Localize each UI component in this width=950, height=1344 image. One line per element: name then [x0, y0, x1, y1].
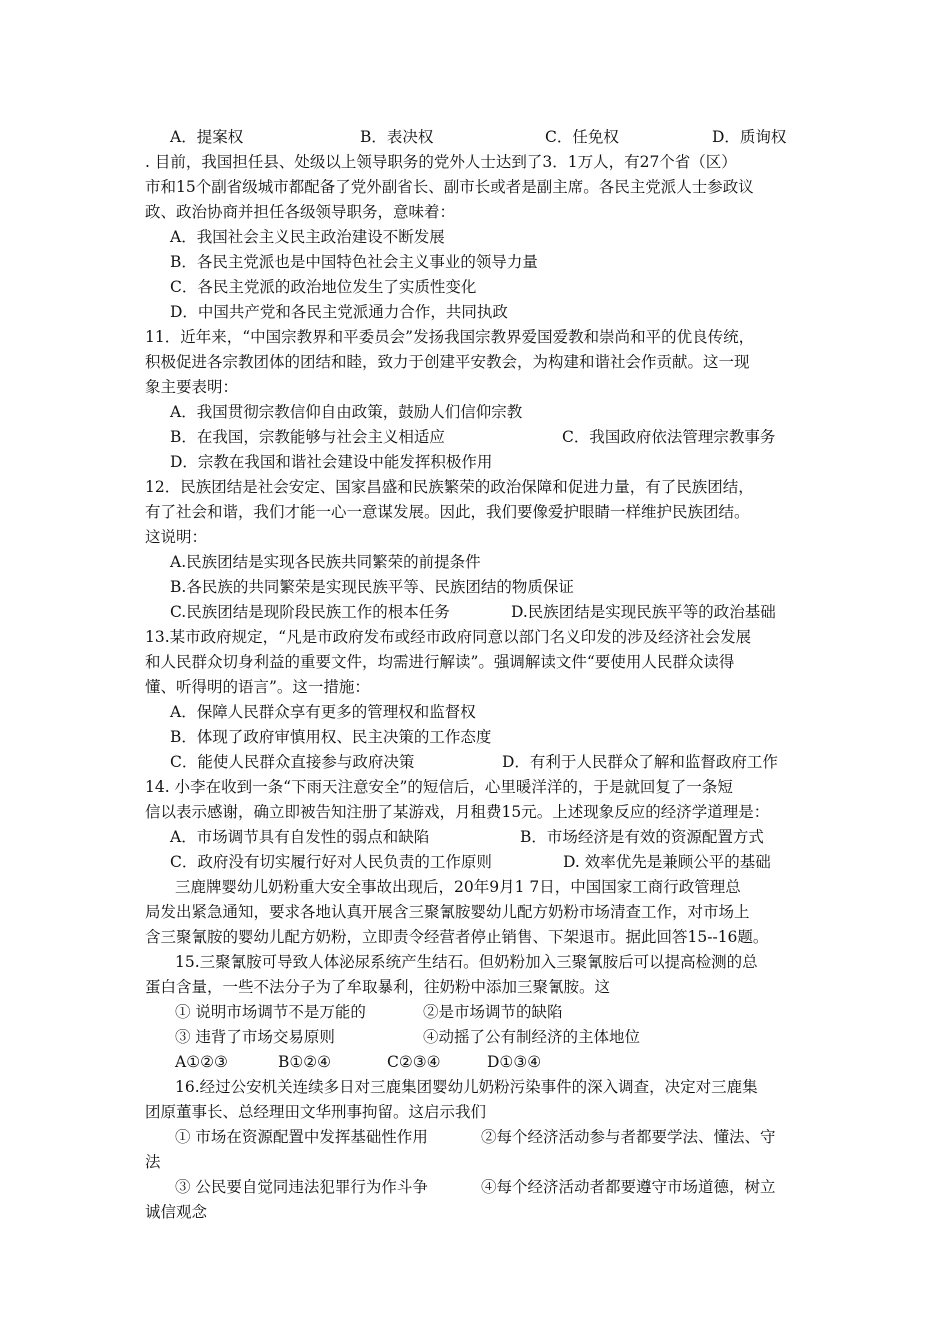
q9-option-d: D．质询权: [712, 128, 787, 146]
q11-option-c: C．我国政府依法管理宗教事务: [562, 428, 776, 446]
q11-stem-line: 11．近年来，“中国宗教界和平委员会”发扬我国宗教界爱国爱教和崇尚和平的优良传统，: [145, 328, 755, 346]
q13-stem-line: 懂、听得明的语言”。这一措施：: [145, 678, 370, 696]
q10-option-d: D．中国共产党和各民主党派通力合作，共同执政: [170, 303, 508, 321]
q14-option-d: D. 效率优先是兼顾公平的基础: [563, 853, 771, 871]
passage-line: 局发出紧急通知，要求各地认真开展含三聚氰胺婴幼儿配方奶粉市场清查工作，对市场上: [145, 903, 750, 921]
q15-choice-d: D①③④: [487, 1053, 542, 1071]
q15-choice-c: C②③④: [387, 1053, 441, 1071]
q9-option-c: C．任免权: [545, 128, 619, 146]
q16-item-2-continued: 法: [145, 1153, 161, 1171]
q12-option-d: D.民族团结是实现民族平等的政治基础: [511, 603, 776, 621]
q15-item-1: ① 说明市场调节不是万能的: [175, 1003, 366, 1021]
q14-option-a: A．市场调节具有自发性的弱点和缺陷: [170, 828, 430, 846]
q10-option-b: B．各民主党派也是中国特色社会主义事业的领导力量: [170, 253, 538, 271]
q11-option-d: D．宗教在我国和谐社会建设中能发挥积极作用: [170, 453, 493, 471]
q13-stem-line: 13.某市政府规定，“凡是市政府发布或经市政府同意以部门名义印发的涉及经济社会发展: [145, 628, 752, 646]
q10-option-a: A．我国社会主义民主政治建设不断发展: [170, 228, 445, 246]
q11-stem-line: 积极促进各宗教团体的团结和睦，致力于创建平安教会，为构建和谐社会作贡献。这一现: [145, 353, 750, 371]
q9-option-b: B．表决权: [360, 128, 434, 146]
q16-stem-line: 16.经过公安机关连续多日对三鹿集团婴幼儿奶粉污染事件的深入调查，决定对三鹿集: [175, 1078, 758, 1096]
passage-line: 三鹿牌婴幼儿奶粉重大安全事故出现后，20年9月1 7日，中国国家工商行政管理总: [175, 878, 741, 896]
q14-option-b: B．市场经济是有效的资源配置方式: [520, 828, 764, 846]
q15-item-3: ③ 违背了市场交易原则: [175, 1028, 335, 1046]
q10-stem-line: 政、政治协商并担任各级领导职务，意味着：: [145, 203, 456, 221]
q10-option-c: C．各民主党派的政治地位发生了实质性变化: [170, 278, 477, 296]
q16-item-4-continued: 诚信观念: [145, 1203, 208, 1221]
q9-option-a: A．提案权: [170, 128, 244, 146]
q12-stem-line: 这说明：: [145, 528, 208, 546]
q16-item-1: ① 市场在资源配置中发挥基础性作用: [175, 1128, 428, 1146]
q16-stem-line: 团原董事长、总经理田文华刑事拘留。这启示我们: [145, 1103, 487, 1121]
q11-option-b: B．在我国，宗教能够与社会主义相适应: [170, 428, 445, 446]
q12-option-b: B.各民族的共同繁荣是实现民族平等、民族团结的物质保证: [170, 578, 574, 596]
q15-item-4: ④动摇了公有制经济的主体地位: [423, 1028, 641, 1046]
q11-stem-line: 象主要表明：: [145, 378, 239, 396]
q13-option-a: A．保障人民群众享有更多的管理权和监督权: [170, 703, 476, 721]
q14-stem-line: 14. 小李在收到一条“下雨天注意安全”的短信后，心里暖洋洋的，于是就回复了一条短: [145, 778, 733, 796]
q12-option-a: A.民族团结是实现各民族共同繁荣的前提条件: [170, 553, 481, 571]
q12-stem-line: 12．民族团结是社会安定、国家昌盛和民族繁荣的政治保障和促进力量，有了民族团结，: [145, 478, 754, 496]
passage-line: 含三聚氰胺的婴幼儿配方奶粉，立即责令经营者停止销售、下架退市。据此回答15--16题。: [145, 928, 769, 946]
q16-item-2: ②每个经济活动参与者都要学法、懂法、守: [481, 1128, 776, 1146]
q11-option-a: A．我国贯彻宗教信仰自由政策，鼓励人们信仰宗教: [170, 403, 523, 421]
q15-stem-line: 15.三聚氰胺可导致人体泌尿系统产生结石。但奶粉加入三聚氰胺后可以提高检测的总: [175, 953, 758, 971]
q15-item-2: ②是市场调节的缺陷: [423, 1003, 563, 1021]
q12-stem-line: 有了社会和谐，我们才能一心一意谋发展。因此，我们要像爱护眼睛一样维护民族团结。: [145, 503, 750, 521]
q13-option-c: C．能使人民群众直接参与政府决策: [170, 753, 415, 771]
q10-stem-line: . 目前，我国担任县、处级以上领导职务的党外人士达到了3．1万人，有27个省（区）: [145, 153, 737, 171]
q13-option-b: B．体现了政府审慎用权、民主决策的工作态度: [170, 728, 492, 746]
q15-choice-b: B①②④: [278, 1053, 332, 1071]
q15-choice-a: A①②③: [175, 1053, 228, 1071]
q16-item-3: ③ 公民要自觉同违法犯罪行为作斗争: [175, 1178, 428, 1196]
q13-option-d: D．有利于人民群众了解和监督政府工作: [502, 753, 778, 771]
q13-stem-line: 和人民群众切身利益的重要文件，均需进行解读”。强调解读文件“要使用人民群众读得: [145, 653, 735, 671]
q14-option-c: C．政府没有切实履行好对人民负责的工作原则: [170, 853, 492, 871]
q10-stem-line: 市和15个副省级城市都配备了党外副省长、副市长或者是副主席。各民主党派人士参政议: [145, 178, 754, 196]
q14-stem-line: 信以表示感谢，确立即被告知注册了某游戏，月租费15元。上述现象反应的经济学道理是：: [145, 803, 770, 821]
q12-option-c: C.民族团结是现阶段民族工作的根本任务: [170, 603, 450, 621]
q16-item-4: ④每个经济活动者都要遵守市场道德，树立: [481, 1178, 776, 1196]
q15-stem-line: 蛋白含量，一些不法分子为了牟取暴利，往奶粉中添加三聚氰胺。这: [145, 978, 611, 996]
